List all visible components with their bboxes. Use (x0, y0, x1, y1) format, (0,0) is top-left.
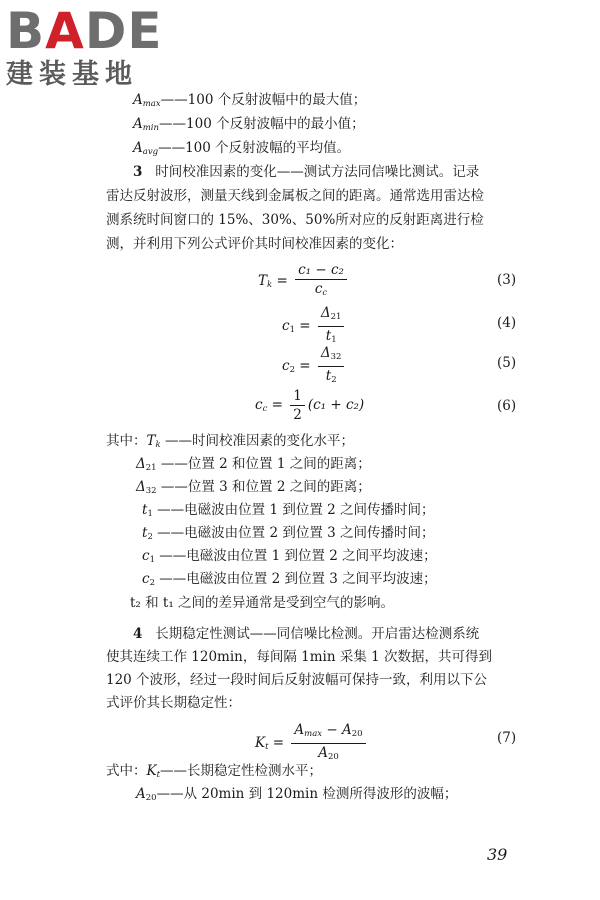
where-item-t2: $t_2$ ——电磁波由位置 2 到位置 3 之间传播时间； (142, 525, 435, 542)
logo-chinese-text: 建装基地 (6, 59, 138, 90)
section-4-number: 4 (133, 626, 143, 642)
equation-5: $c_2$ = $\frac{\Delta_{32}}{t_2}$ (282, 345, 347, 388)
section-4-line-3: 120 个波形，经过一段时间后反射波幅可保持一致，利用以下公 (106, 672, 488, 688)
equation-7: $K_t$ = $\frac{A_{max} - A_{20}}{A_{20}}$ (255, 722, 369, 765)
section-4-line-2: 使其连续工作 120min，每间隔 1min 采集 1 次数据，共可得到 (106, 649, 493, 665)
where-item-tk: 其中：$T_k$ ——时间校准因素的变化水平； (106, 433, 354, 450)
logo-letter-b: B (6, 2, 46, 60)
equation-4: $c_1$ = $\frac{\Delta_{21}}{t_1}$ (282, 305, 347, 348)
where-item-t1: $t_1$ ——电磁波由位置 1 到位置 2 之间传播时间； (142, 502, 435, 519)
site-logo (6, 4, 196, 90)
where-item-c2: $c_2$ ——电磁波由位置 2 到位置 3 之间平均波速； (142, 571, 437, 588)
equation-7-label: (7) (497, 730, 517, 746)
where-item-c1: $c_1$ ——电磁波由位置 1 到位置 2 之间平均波速； (142, 548, 437, 565)
section-4-line-4: 式评价其长期稳定性： (106, 695, 241, 711)
air-influence-note: t₂ 和 t₁ 之间的差异通常是受到空气的影响。 (130, 595, 395, 611)
equation-5-label: (5) (497, 355, 517, 371)
section-3-line-2: 雷达反射波形，测量天线到金属板之间的距离。通常选用雷达检 (106, 188, 484, 204)
amin-definition: $A_{min}——100$ 个反射波幅中的最小值； (133, 116, 365, 133)
page-number: 39 (487, 845, 508, 864)
section-4-line-1: 4 长期稳定性测试——同信噪比检测。开启雷达检测系统 (133, 626, 480, 642)
logo-letter-a: A (45, 2, 85, 60)
section-3-line-1: 3 时间校准因素的变化——测试方法同信噪比测试。记录 (133, 164, 480, 180)
aavg-definition: $A_{avg}——100$ 个反射波幅的平均值。 (133, 140, 351, 157)
equation-4-label: (4) (497, 315, 517, 331)
section-3-line-3: 测系统时间窗口的 15%、30%、50%所对应的反射距离进行检 (106, 212, 484, 228)
equation-3-label: (3) (497, 272, 517, 288)
logo-wordmark (6, 4, 196, 58)
where-item-a20: $A_{20}——$从 20min 到 120min 检测所得波形的波幅； (136, 786, 458, 803)
equation-6: $c_c$ = $\frac{1}{2}$ (c₁ + c₂) (255, 388, 365, 423)
logo-letters-de: DE (84, 2, 163, 60)
amax-definition: $A_{max}——100$ 个反射波幅中的最大值； (133, 92, 367, 109)
equation-3: $T_k$ = $\frac{\text{c₁ − c₂}}{c_c}$ (258, 262, 350, 301)
where-item-kt: 式中：$K_t——$长期稳定性检测水平； (106, 763, 323, 780)
equation-6-label: (6) (497, 398, 517, 414)
where-item-delta32: $\Delta_{32}$ ——位置 3 和位置 2 之间的距离； (136, 479, 371, 496)
where-item-delta21: $\Delta_{21}$ ——位置 2 和位置 1 之间的距离； (136, 456, 371, 473)
section-3-line-4: 测，并利用下列公式评价其时间校准因素的变化： (106, 236, 403, 252)
section-3-number: 3 (133, 164, 143, 180)
